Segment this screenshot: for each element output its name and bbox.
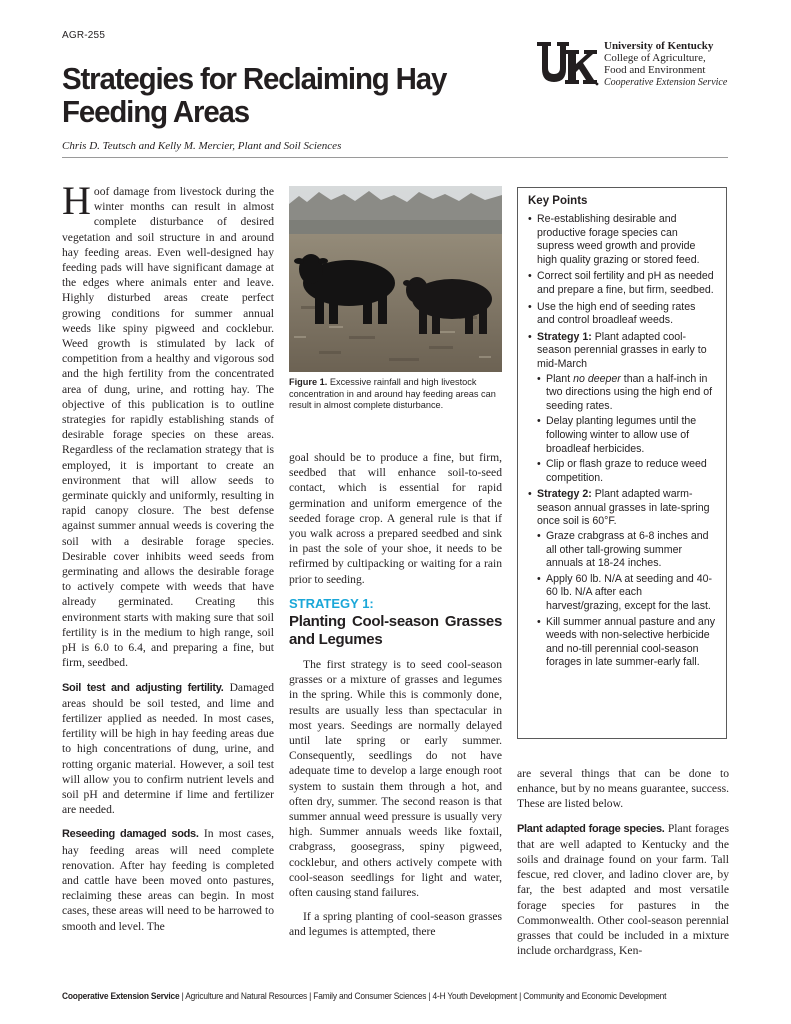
intro-text: oof damage from livestock during the winter months can result in almost complete disturbance of desired vegetation and soil structure in and around hay feeding areas. Even well-designed hay feeding pads will have significant damage at the edges where animals enter and leave. Highly disturbed areas create perfect growing conditions for summer annual weeds like spiny pigweed and cocklebur. Weed growth is stimulated by lack of competition from a healthy and vigorous sod and the high fertility from the concentrated area of dung, urine, and rotting hay. The objective of this publication is to outline strategies for rapidly establishing stands of desirable forage species on these areas. Regardless of the reclamation strategy that is employed, it is important to create an environment that will allow seeds to germinate quickly and uniformly, resulting in rapid canopy closure. The best defense against summer annual weeds is covering the soil with a desirable forage species. Desirable cover inhibits weed seeds from germinating and allows the desirable forage to actively compete with weeds that have already germinated. Creating this environment starts with making sure that soil fertility is in the medium to high range, soil pH is 6.0 to 6.4, and preparing a fine, but firm, seedbed. — [62, 185, 274, 670]
adapted-species-paragraph — [517, 821, 729, 959]
cattle-photo-image — [289, 186, 502, 372]
column-2 — [289, 450, 502, 949]
key-points-list — [528, 213, 716, 670]
college-line-2: Food and Environment — [604, 64, 706, 76]
adapted-species-text: Plant forages that are well adapted to Kentucky and the soils and drainage found on your farm. Tall fescue, red clover, and ladino clover are, by far, the best adapted and most versatile forage species for pastures in the Commonwealth. Other cool-season perennial grasses that could be included in a mixture include orchardgrass, Ken- — [517, 821, 729, 958]
college-line-1: College of Agriculture, — [604, 52, 706, 64]
column-3 — [517, 766, 729, 967]
sub-point: • Delay planting legumes until the following winter to allow use of broadleaf herbicides. — [537, 415, 716, 456]
figure-caption — [289, 377, 502, 412]
soil-test-text: Damaged areas should be soil tested, and lime and fertilizer applied as needed. In most cases, fertility will be high in hay feeding areas due to high concentrations of dung, urine, and rotting organic material. However, a soil test will allow you to confirm nutrient levels and soil pH and determine if lime and fertilizer are needed. — [62, 680, 274, 817]
footer-programs: | Agriculture and Natural Resources | Family and Consumer Sciences | 4-H Youth Development | Community and Economic Development — [179, 991, 667, 1001]
footer-program-areas — [62, 991, 694, 1001]
key-point: • Re-establishing desirable and productive forage species can supress weed growth and provide high quality grazing or stored feed. — [528, 213, 716, 267]
strategy-1-label: Strategy 1: — [537, 330, 592, 343]
cattle-photo — [289, 186, 502, 372]
key-points-title: Key Points — [528, 195, 588, 207]
key-point: • Use the high end of seeding rates and control broadleaf weeds. — [528, 301, 716, 328]
sub-point: • Graze crabgrass at 6-8 inches and all other tall-growing summer annuals at 18-24 inches. — [537, 530, 716, 571]
authors-line: Chris D. Teutsch and Kelly M. Mercier, Plant and Soil Sciences — [62, 140, 342, 152]
document-id: AGR-255 — [62, 30, 106, 41]
sub-point: • Apply 60 lb. N/A at seeding and 40-60 lb. N/A after each harvest/grazing, except for the last. — [537, 573, 716, 614]
sub-point — [537, 373, 716, 414]
strategy-1-summary: Plant adapted cool-season perennial grasses in early to mid-March — [537, 330, 707, 370]
sub-point-text: Plant — [546, 372, 571, 385]
key-points-box — [517, 187, 727, 739]
sub-point-text: than a half-inch in two directions using the high end of seeding rates. — [546, 372, 713, 412]
drop-cap: H — [62, 178, 91, 223]
sub-point: • Kill summer annual pasture and any weeds with non-selective herbicide and no-till perennial cool-season forages in late summer-early fall. — [537, 616, 716, 670]
university-name: University of Kentucky — [604, 40, 714, 52]
intro-paragraph — [62, 178, 274, 671]
university-block — [604, 40, 754, 89]
key-point: • Correct soil fertility and pH as needed and prepare a fine, but firm, seedbed. — [528, 270, 716, 297]
strategy-1-heading: Planting Cool-season Grasses and Legumes — [289, 613, 502, 649]
reseeding-text: In most cases, hay feeding areas will need complete renovation. After hay feeding is completed and cattle have been moved onto pastures, reclaiming these areas can begin. In most cases, these areas will need to be harrowed to smooth and level. The — [62, 827, 274, 933]
extension-service-name: Cooperative Extension Service — [604, 77, 728, 88]
header-rule — [62, 157, 728, 158]
strategy-1-paragraph-2: If a spring planting of cool-season grasses and legumes is attempted, there — [289, 910, 502, 939]
reseeding-heading: Reseeding damaged sods. — [62, 828, 199, 841]
strategy-2-label: Strategy 2: — [537, 488, 592, 501]
figure-caption-text: Excessive rainfall and high livestock concentration in and around hay feeding areas can result in almost complete disturbance. — [289, 377, 496, 410]
strategy-1-subpoints — [537, 373, 716, 486]
continuation-paragraph: are several things that can be done to enhance, but by no means guarantee, success. These are listed below. — [517, 767, 729, 811]
emphasis-text: no deeper — [573, 372, 621, 385]
strategy-2-summary: Plant adapted warm-season annual grasses in late-spring once soil is 60°F. — [537, 488, 710, 528]
strategy-2-subpoints — [537, 530, 716, 670]
page-title: Strategies for Reclaiming Hay Feeding Areas — [62, 61, 447, 129]
seedbed-paragraph: goal should be to produce a fine, but firm, seedbed that will enhance soil-to-seed contact, which is essential for rapid germination and uniform emergence of the seeded forage crop. A general rule is that if you walk across a prepared seedbed and sink in past the sole of your shoe, it needs to be refirmed by cultipacking or waiting for a rain prior to seeding. — [289, 451, 502, 586]
sub-point: • Clip or flash graze to reduce weed competition. — [537, 458, 716, 485]
adapted-species-heading: Plant adapted forage species. — [517, 822, 665, 835]
strategy-1-paragraph-1: The first strategy is to seed cool-season grasses or a mixture of grasses and legumes in the spring. While this is commonly done, results are usually less than spectacular in most years. Seedings are normally delayed until late spring or early summer. Consequently, seedlings do not have adequate time to develop a large enough root system to sustain them through a hot, and often dry, summer. The second reason is that summer annual weed pressure is usually very high. Summer annuals weeds like foxtail, crabgrass, goosegrass, spiny pigweed, cocklebur, and others actively compete with cool-season seedlings for light and water, often causing stand failures. — [289, 658, 502, 900]
reseeding-paragraph — [62, 826, 274, 933]
figure-label: Figure 1. — [289, 377, 328, 387]
column-1 — [62, 178, 274, 943]
footer-brand: Cooperative Extension Service — [62, 991, 180, 1001]
soil-test-paragraph — [62, 680, 274, 818]
key-point-strategy-2 — [528, 488, 716, 670]
key-point-strategy-1 — [528, 331, 716, 486]
soil-test-heading: Soil test and adjusting fertility. — [62, 681, 224, 694]
uk-logo-icon — [535, 40, 599, 86]
strategy-1-kicker: STRATEGY 1: — [289, 595, 374, 611]
